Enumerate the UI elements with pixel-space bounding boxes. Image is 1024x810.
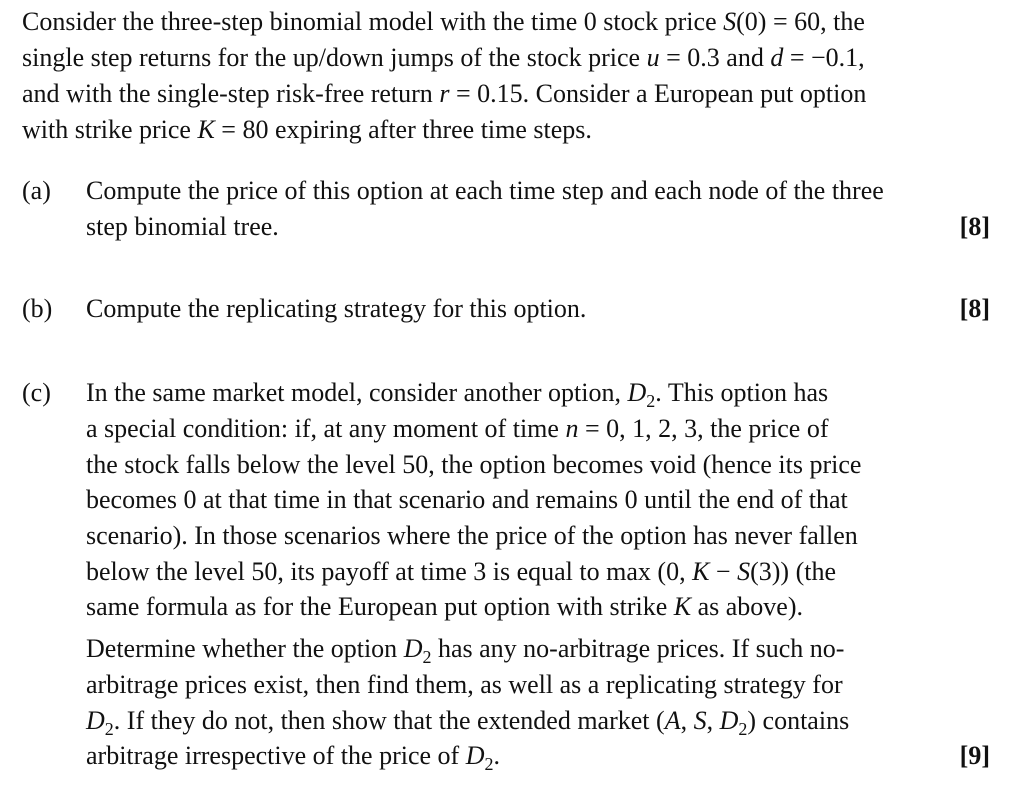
part-a-marks: [8]	[959, 212, 990, 241]
part-c-marks: [9]	[959, 741, 990, 770]
part-a-label: (a)	[22, 176, 51, 205]
part-c-line-2: a special condition: if, at any moment of time n = 0, 1, 2, 3, the price of	[86, 414, 829, 443]
part-c-line-4: becomes 0 at that time in that scenario and remains 0 until the end of that	[86, 485, 848, 514]
part-c-line-5: scenario). In those scenarios where the price of the option has never fallen	[86, 521, 858, 550]
part-c-line-9: arbitrage prices exist, then find them, as well as a replicating strategy for	[86, 670, 843, 699]
intro-line-4: with strike price K = 80 expiring after three time steps.	[22, 115, 592, 144]
part-b-label: (b)	[22, 294, 53, 323]
part-a-line-1: Compute the price of this option at each time step and each node of the three	[86, 176, 884, 205]
part-c-line-1: In the same market model, consider another option, $D_2$. This option has	[86, 378, 829, 411]
part-c-line-8: Determine whether the option $D_2$ has any no-arbitrage prices. If such no-	[86, 634, 845, 667]
intro-line-1: Consider the three-step binomial model with the time 0 stock price S(0) = 60, the	[22, 7, 865, 36]
part-b-line-1: Compute the replicating strategy for this option.	[86, 294, 587, 323]
intro-line-2: single step returns for the up/down jumps of the stock price u = 0.3 and d = −0.1,	[22, 43, 865, 72]
part-c-line-6: below the level 50, its payoff at time 3 is equal to max (0, K − S(3)) (the	[86, 557, 836, 586]
part-c-line-10: $D_2$. If they do not, then show that the extended market (A, S, $D_2$) contains	[86, 706, 850, 739]
part-c-line-7: same formula as for the European put option with strike K as above).	[86, 592, 803, 621]
part-b-marks: [8]	[959, 294, 990, 323]
part-c-label: (c)	[22, 378, 51, 407]
part-c-line-11: arbitrage irrespective of the price of $D_2$.	[86, 741, 500, 774]
intro-line-3: and with the single-step risk-free return r = 0.15. Consider a European put option	[22, 79, 867, 108]
part-a-line-2: step binomial tree.	[86, 212, 279, 241]
part-c-line-3: the stock falls below the level 50, the option becomes void (hence its price	[86, 450, 862, 479]
